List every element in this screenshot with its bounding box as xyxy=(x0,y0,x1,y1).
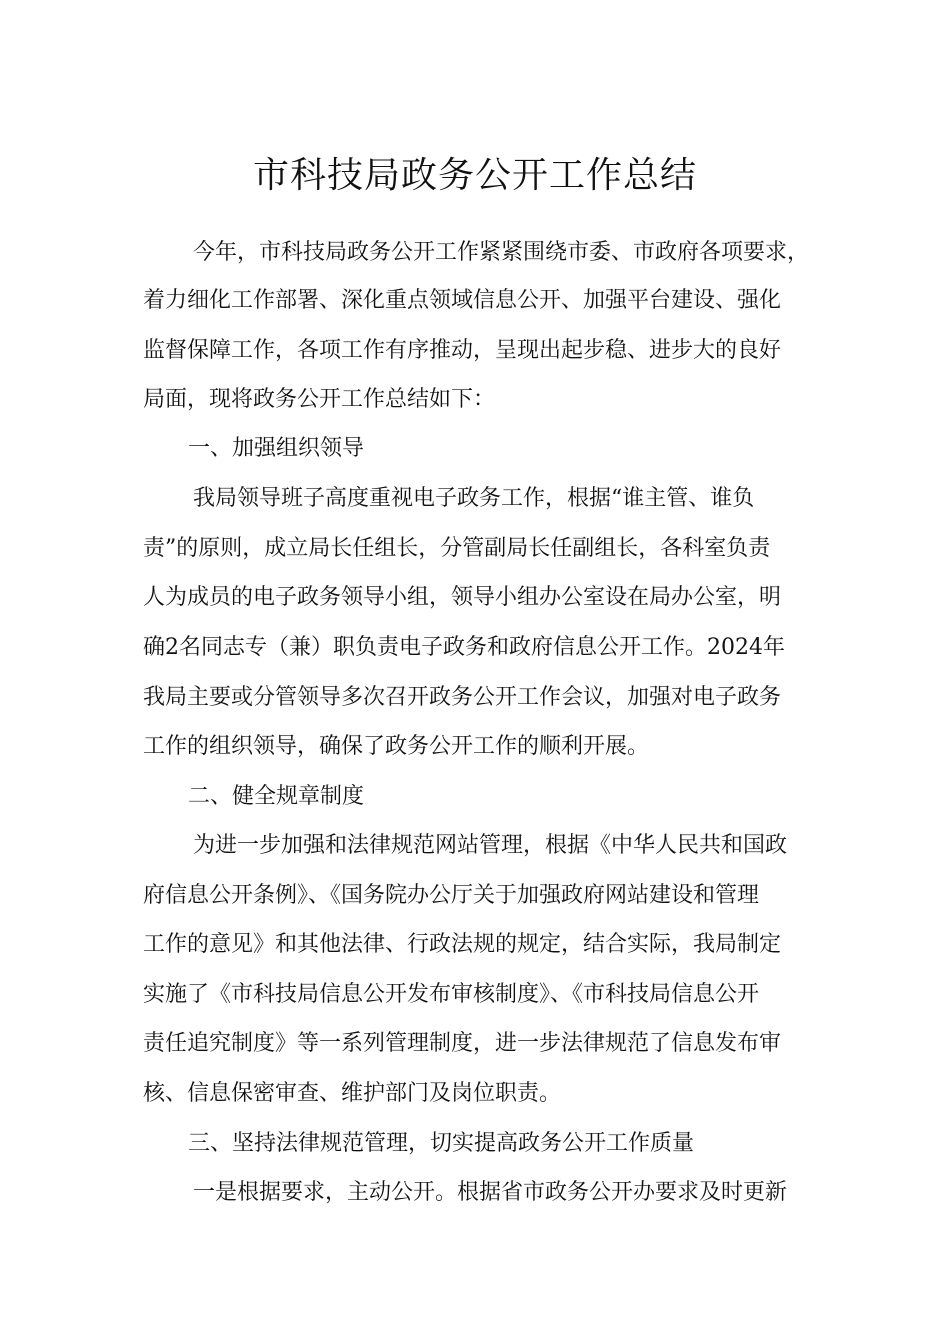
paragraph-line: 核、信息保密审查、维护部门及岗位职责。 xyxy=(143,1081,562,1106)
paragraph-line: 工作的意见》和其他法律、行政法规的规定，结合实际，我局制定 xyxy=(143,932,782,957)
paragraph-line: 着力细化工作部署、深化重点领域信息公开、加强平台建设、强化 xyxy=(143,288,782,313)
paragraph-line: 确2名同志专（兼）职负责电子政务和政府信息公开工作。2024年 xyxy=(143,635,785,660)
paragraph-line: 监督保障工作，各项工作有序推动，呈现出起步稳、进步大的良好 xyxy=(143,338,782,363)
paragraph-line: 责”的原则，成立局长任组长，分管副局长任副组长，各科室负责 xyxy=(143,536,771,561)
document-title: 市科技局政务公开工作总结 xyxy=(252,155,697,197)
paragraph-line: 府信息公开条例》、《国务院办公厅关于加强政府网站建设和管理 xyxy=(143,883,760,908)
paragraph-line: 工作的组织领导，确保了政务公开工作的顺利开展。 xyxy=(143,734,650,759)
paragraph-line: 为进一步加强和法律规范网站管理，根据《中华人民共和国政 xyxy=(193,833,788,858)
section-heading: 二、健全规章制度 xyxy=(188,784,365,809)
paragraph-line: 人为成员的电子政务领导小组，领导小组办公室设在局办公室，明 xyxy=(143,585,782,610)
paragraph-line: 局面，现将政务公开工作总结如下： xyxy=(143,387,496,412)
section-heading: 三、坚持法律规范管理，切实提高政务公开工作质量 xyxy=(188,1131,695,1156)
paragraph-line: 一是根据要求，主动公开。根据省市政务公开办要求及时更新 xyxy=(193,1180,788,1205)
paragraph-line: 我局领导班子高度重视电子政务工作，根据“谁主管、谁负 xyxy=(193,486,755,511)
paragraph-line: 今年，市科技局政务公开工作紧紧围绕市委、市政府各项要求， xyxy=(193,240,810,265)
paragraph-line: 责任追究制度》等一系列管理制度，进一步法律规范了信息发布审 xyxy=(143,1031,782,1056)
paragraph-line: 实施了《市科技局信息公开发布审核制度》、《市科技局信息公开 xyxy=(143,982,760,1007)
section-heading: 一、加强组织领导 xyxy=(188,436,365,461)
paragraph-line: 我局主要或分管领导多次召开政务公开工作会议，加强对电子政务 xyxy=(143,685,782,710)
